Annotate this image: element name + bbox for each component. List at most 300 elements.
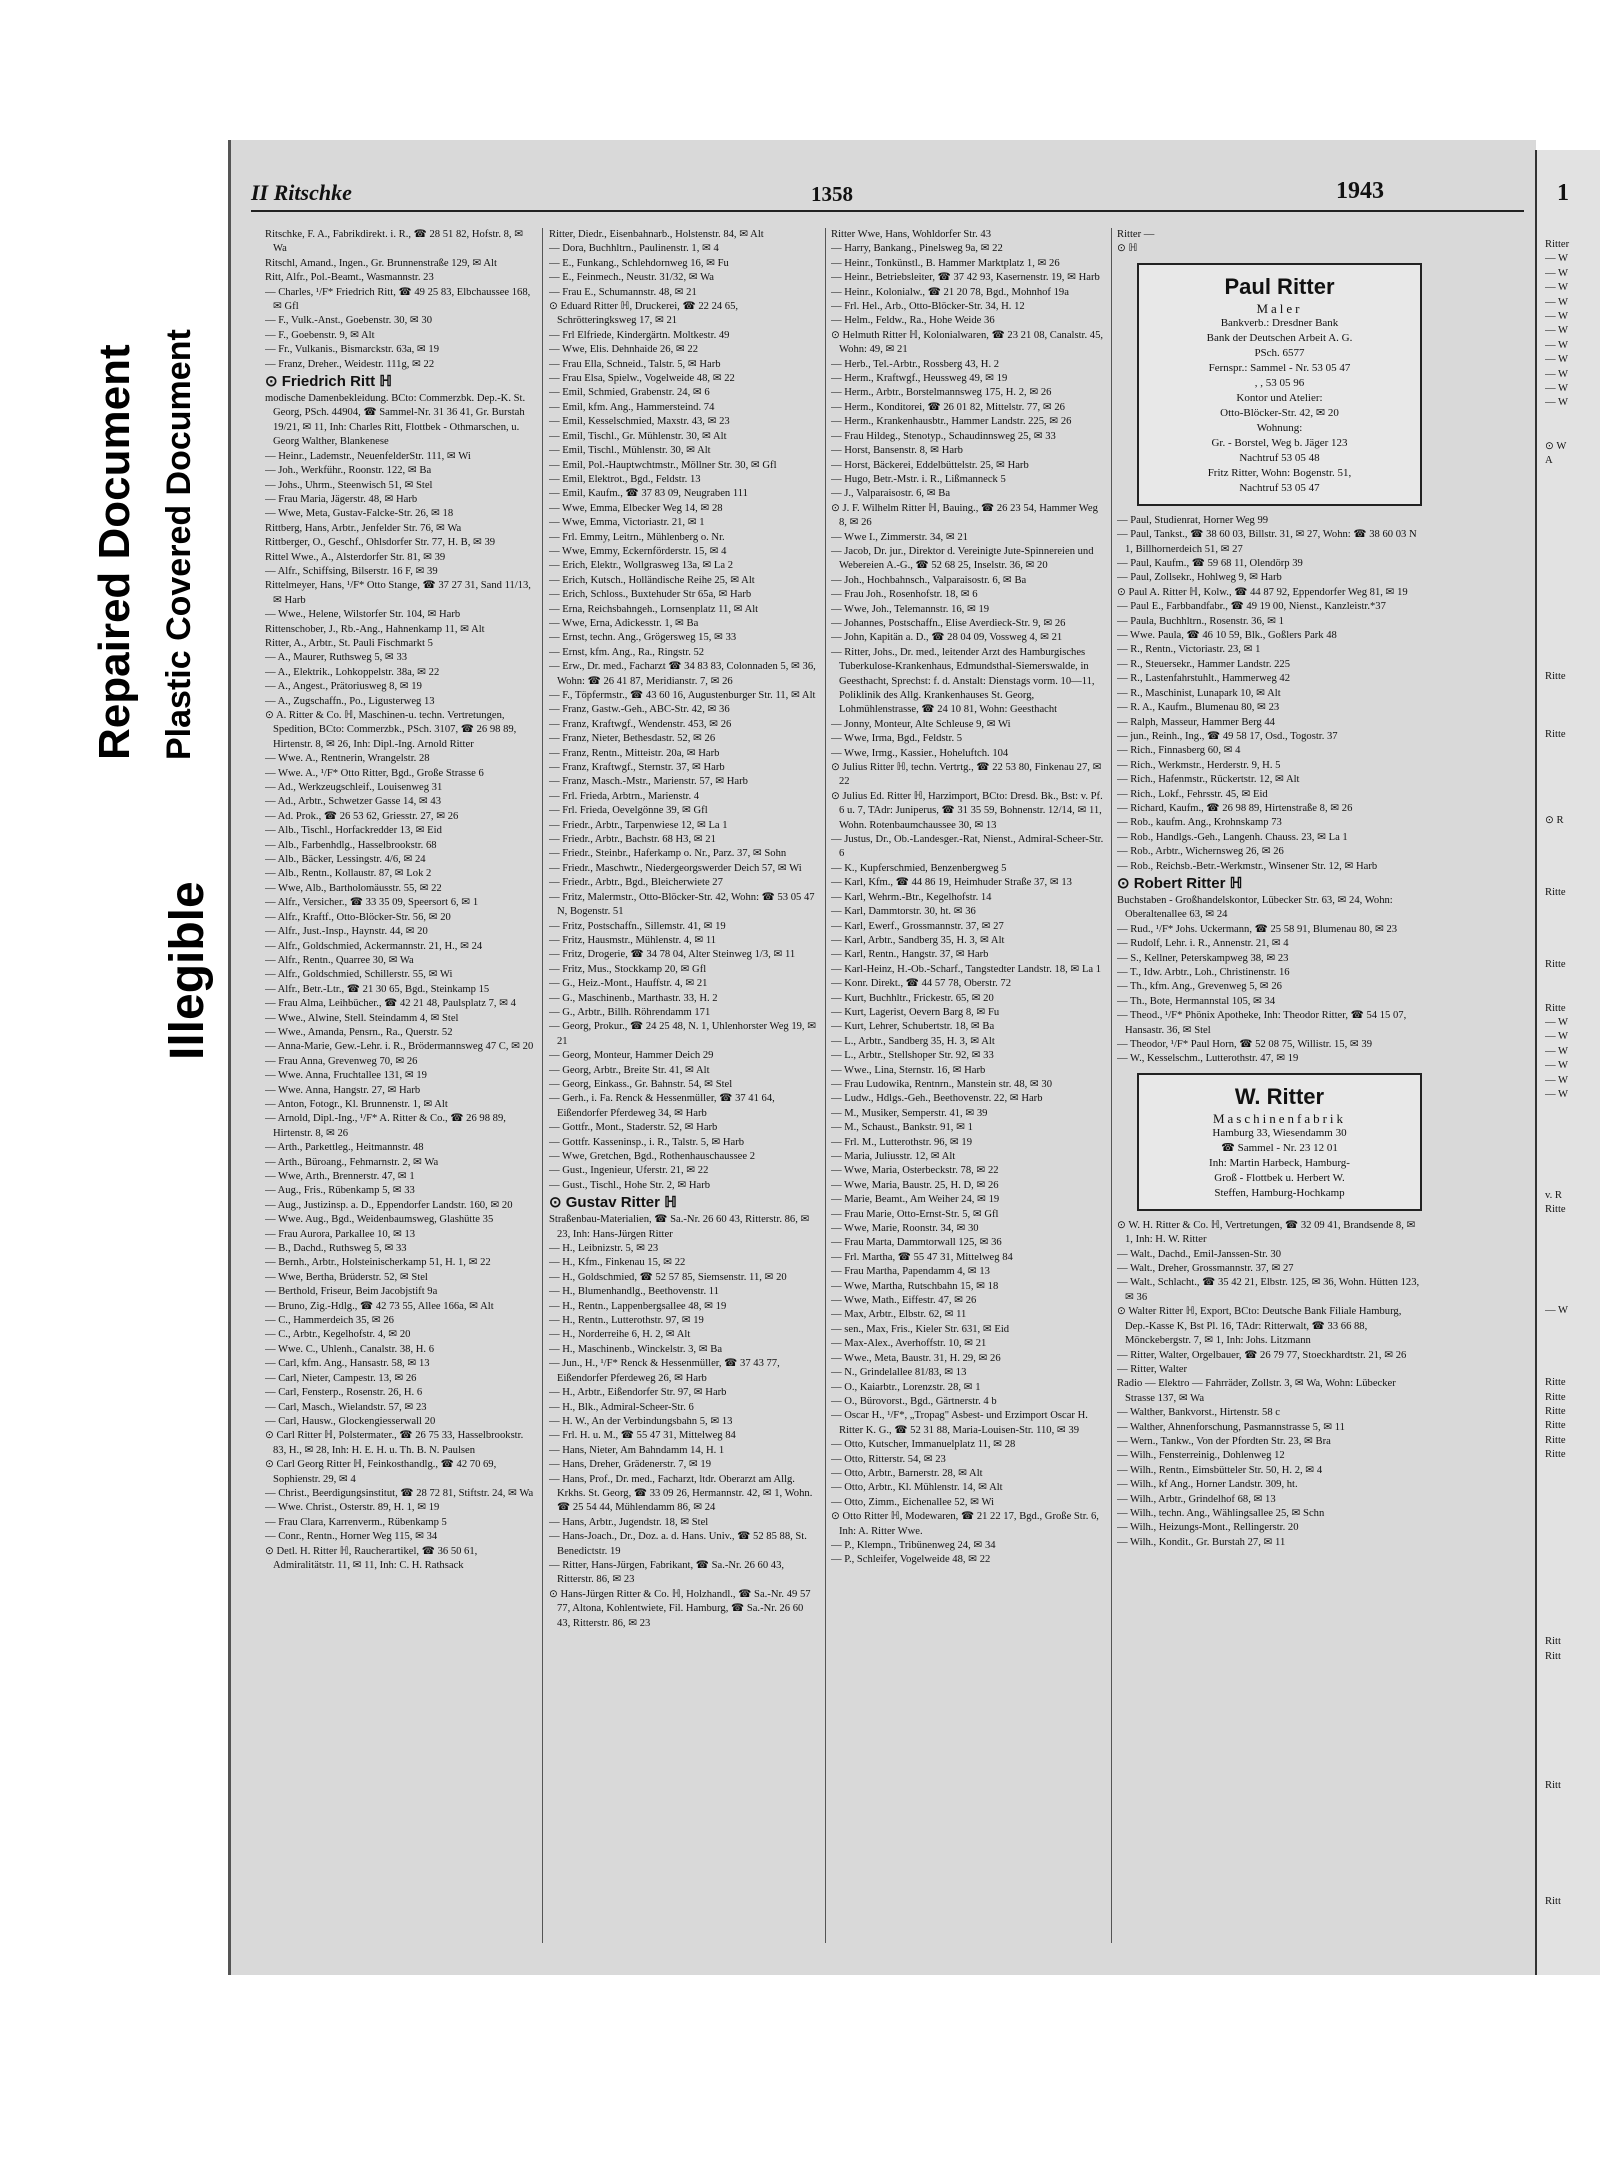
- adjacent-entry: [1545, 469, 1600, 483]
- column-2: [549, 228, 819, 1948]
- adjacent-entry: — W: [1545, 253, 1569, 265]
- page-year: 1943: [1336, 178, 1384, 204]
- directory-entry: — Johs., Uhrm., Steenwisch 51, ✉ Stel: [265, 479, 433, 491]
- directory-entry: — Frl. Hel., Arb., Otto-Blöcker-Str. 34, H. 12: [831, 301, 1025, 313]
- directory-entry: — Charles, ¹/F* Friedrich Ritt, ☎ 49 25 83, Elbchaussee 168, ✉ Gfl: [265, 286, 531, 313]
- directory-entry: Rittelmeyer, Hans, ¹/F* Otto Stange, ☎ 37 27 31, Sand 11/13, ✉ Harb: [265, 580, 531, 606]
- directory-entry: — R., Lastenfahrstuhlt., Hammerweg 42: [1117, 673, 1290, 685]
- directory-entry: ⊙ Julius Ed. Ritter ℍ, Harzimport, BCto: Dresd. Bk., Bst: v. Pf. 6 u. 7, TAdr: Juniperus, ☎ 31 35 59, Bohnenstr. 12/14, ✉ 11, Wohn. Rotenbaumchaussee 30, ✉ 13: [831, 790, 1103, 831]
- directory-entry: — Carl, Masch., Wielandstr. 57, ✉ 23: [265, 1401, 427, 1413]
- directory-entry: — Wwe, Maria, Osterbeckstr. 78, ✉ 22: [831, 1165, 999, 1177]
- directory-entry: ⊙ A. Ritter & Co. ℍ, Maschinen-u. techn. Vertretungen, Spedition, BCto: Commerzbk., PSch. 3107, ☎ 26 98 89, Hirtenstr. 8, ✉ 26, Inh: Dipl.-Ing. Arnold Ritter: [265, 710, 517, 750]
- directory-entry: — Jun., H., ¹/F* Renck & Hessenmüller, ☎ 37 43 77, Eißendorfer Pferdeweg 26, ✉ Harb: [549, 1358, 780, 1384]
- w-ritter-advert: [1137, 1073, 1422, 1211]
- directory-entry: — Wwe. Anna, Fruchtallee 131, ✉ 19: [265, 1070, 427, 1082]
- directory-entry: — Alfr., Kraftf., Otto-Blöcker-Str. 56, ✉ 20: [265, 911, 451, 923]
- adjacent-entry: Ritte: [1545, 728, 1566, 740]
- directory-entry: — Frau Elsa, Spielw., Vogelweide 48, ✉ 22: [549, 373, 735, 385]
- adjacent-entry: [1545, 1246, 1600, 1260]
- directory-entry: — R. A., Kaufm., Blumenau 80, ✉ 23: [1117, 702, 1280, 714]
- directory-entry: — Wwe. A., ¹/F* Otto Ritter, Bgd., Große Strasse 6: [265, 767, 484, 779]
- directory-entry: — Wwe, Arth., Brennerstr. 47, ✉ 1: [265, 1171, 415, 1182]
- directory-entry: — Frau Alma, Leihbücher., ☎ 42 21 48, Paulsplatz 7, ✉ 4: [265, 998, 516, 1010]
- directory-entry: — Karl-Heinz, H.-Ob.-Scharf., Tangstedter Landstr. 18, ✉ La 1: [831, 963, 1102, 975]
- directory-entry: — Anton, Fotogr., Kl. Brunnenstr. 1, ✉ Alt: [265, 1098, 448, 1110]
- directory-entry: — Ritter, Johs., Dr. med., leitender Arzt des Hamburgisches Tuberkulose-Krankenhaus, Edmundsthal-Siemerswalde, in Geesthacht, Sprechst: f. d. Anstalt: Dienstags vorm. 10—11, Poliklinik des Allg. Krankenhauses St. Georg, Lohmühlenstrasse, ☎ 24 10 81, Wohn: Geesthacht: [831, 646, 1095, 716]
- adjacent-entry: — W: [1545, 354, 1569, 366]
- directory-entry: Steffen, Hamburg-Hochkamp: [1214, 1186, 1345, 1199]
- adjacent-entry: ⊙ R: [1545, 815, 1564, 827]
- directory-entry: Gr. - Borstel, Weg b. Jäger 123: [1211, 436, 1348, 449]
- directory-entry: — Wwe. Anna, Hangstr. 27, ✉ Harb: [265, 1084, 421, 1096]
- adjacent-entry: [1545, 541, 1600, 555]
- directory-entry: — Wwe, Irma, Bgd., Feldstr. 5: [831, 733, 963, 745]
- adjacent-entry: [1545, 1117, 1600, 1131]
- directory-entry: — Wwe, Irmg., Kassier., Hoheluftch. 104: [831, 747, 1009, 759]
- directory-entry: — H., Leibnizstr. 5, ✉ 23: [549, 1243, 659, 1255]
- directory-page: [228, 140, 1536, 1975]
- directory-entry: — Rich., Finnasberg 60, ✉ 4: [1117, 745, 1241, 757]
- adjacent-entry: — W: [1545, 1031, 1569, 1043]
- directory-entry: — Franz, Dreher., Weidestr. 111g, ✉ 22: [265, 358, 435, 370]
- directory-entry: — A., Maurer, Ruthsweg 5, ✉ 33: [265, 652, 408, 664]
- directory-entry: — Walt., Schlacht., ☎ 35 42 21, Elbstr. 125, ✉ 36, Wohn. Hütten 123, ✉ 36: [1117, 1277, 1420, 1303]
- directory-entry: ☎ Sammel - Nr. 23 12 01: [1221, 1141, 1338, 1154]
- adjacent-entry: [1545, 569, 1600, 583]
- directory-entry: — Heinr., Tonkünstl., B. Hammer Marktplatz 1, ✉ 26: [831, 257, 1060, 269]
- adjacent-entry: [1545, 1290, 1600, 1304]
- directory-entry: — Theod., ¹/F* Phönix Apotheke, Inh: Theodor Ritter, ☎ 54 15 07, Hansastr. 36, ✉ Stel: [1117, 1010, 1407, 1036]
- directory-entry: — Jonny, Monteur, Alte Schleuse 9, ✉ Wi: [831, 718, 1011, 730]
- directory-entry: ⊙ Eduard Ritter ℍ, Druckerei, ☎ 22 24 65, Schrötteringksweg 17, ✉ 21: [549, 301, 739, 327]
- directory-entry: — Kurt, Lagerist, Oevern Barg 8, ✉ Fu: [831, 1006, 1000, 1018]
- directory-entry: — Rob., Handlgs.-Geh., Langenh. Chauss. 23, ✉ La 1: [1117, 831, 1348, 843]
- directory-entry: — Heinr., Kolonialw., ☎ 21 20 78, Bgd., Mohnhof 19a: [831, 286, 1069, 298]
- adjacent-entry: — W: [1545, 1088, 1569, 1100]
- adjacent-entry: Ritte: [1545, 1204, 1566, 1216]
- adjacent-entry: [1545, 1621, 1600, 1635]
- directory-entry: — Hans-Joach., Dr., Doz. a. d. Hans. Univ., ☎ 52 85 88, St. Benedictstr. 19: [549, 1531, 807, 1557]
- directory-entry: — Frl. Martha, ☎ 55 47 31, Mittelweg 84: [831, 1251, 1013, 1263]
- adjacent-entry: — W: [1545, 311, 1569, 323]
- directory-entry: — Marie, Beamt., Am Weiher 24, ✉ 19: [831, 1194, 1000, 1206]
- directory-entry: — John, Kapitän a. D., ☎ 28 04 09, Vossweg 4, ✉ 21: [831, 632, 1063, 644]
- directory-entry: Radio — Elektro — Fahrräder, Zollstr. 3, ✉ Wa, Wohn: Lübecker Strasse 137, ✉ Wa: [1117, 1378, 1396, 1404]
- adjacent-entry: [1545, 1722, 1600, 1736]
- adjacent-entry: [1545, 1880, 1600, 1894]
- adjacent-entry: Ritt: [1545, 1636, 1561, 1648]
- directory-entry: — Wilh., Arbtr., Grindelhof 68, ✉ 13: [1117, 1493, 1276, 1505]
- directory-entry: — Alfr., Goldschmied, Schillerstr. 55, ✉ Wi: [265, 969, 453, 981]
- directory-entry: — E., Funkang., Schlehdornweg 16, ✉ Fu: [549, 257, 729, 269]
- directory-entry: — Th., Bote, Hermannstal 105, ✉ 34: [1117, 995, 1276, 1007]
- adjacent-entry: [1545, 1174, 1600, 1188]
- directory-entry: — Alb., Tischl., Horfackredder 13, ✉ Eid: [265, 825, 442, 837]
- adjacent-entry: [1545, 1578, 1600, 1592]
- adjacent-entry: [1545, 1563, 1600, 1577]
- adjacent-entry: [1545, 497, 1600, 511]
- directory-entry: Ritter —: [1117, 229, 1155, 240]
- directory-entry: — Heinr., Lademstr., NeuenfelderStr. 111, ✉ Wi: [265, 450, 471, 462]
- adjacent-entry: [1545, 1837, 1600, 1851]
- directory-entry: — Erich, Schloss., Buxtehuder Str 65a, ✉ Harb: [549, 589, 752, 601]
- directory-entry: — Karl, Dammtorstr. 30, ht. ✉ 36: [831, 906, 976, 918]
- directory-entry: — Ritter, Walter: [1117, 1363, 1188, 1375]
- directory-entry: ⊙ Julius Ritter ℍ, techn. Vertrtg., ☎ 22 53 80, Finkenau 27, ✉ 22: [831, 762, 1102, 788]
- directory-entry: — F., Vulk.-Anst., Goebenstr. 30, ✉ 30: [265, 315, 432, 327]
- directory-entry: ⊙ Friedrich Ritt ℍ: [265, 373, 392, 391]
- adjacent-entry: — W: [1545, 282, 1569, 294]
- adjacent-entry: [1545, 915, 1600, 929]
- header-rule: [251, 180, 1524, 212]
- directory-entry: — P., Klempn., Tribünenweg 24, ✉ 34: [831, 1539, 996, 1551]
- directory-entry: — A., Zugschaffn., Po., Ligusterweg 13: [265, 695, 435, 707]
- directory-entry: — Herm., Konditorei, ☎ 26 01 82, Mittelstr. 77, ✉ 26: [831, 401, 1065, 413]
- directory-entry: Hamburg 33, Wiesendamm 30: [1212, 1126, 1347, 1139]
- directory-entry: Buchstaben - Großhandelskontor, Lübecker Str. 63, ✉ 24, Wohn: Oberaltenallee 63, ✉ 24: [1117, 894, 1393, 921]
- directory-entry: — Theodor, ¹/F* Paul Horn, ☎ 52 08 75, Willistr. 15, ✉ 39: [1117, 1039, 1373, 1051]
- adjacent-entry: Ritte: [1545, 1449, 1566, 1461]
- adjacent-entry: [1545, 930, 1600, 944]
- directory-entry: — Friedr., Maschwtr., Niedergeorgswerder Deich 57, ✉ Wi: [549, 862, 802, 874]
- directory-entry: — Wilh., techn. Ang., Wählingsallee 25, ✉ Schn: [1117, 1507, 1325, 1519]
- directory-entry: — Wwe, Martha, Rutschbahn 15, ✉ 18: [831, 1280, 999, 1292]
- directory-entry: — Alfr., Betr.-Ltr., ☎ 21 30 65, Bgd., Steinkamp 15: [265, 983, 490, 995]
- directory-entry: ⊙ Gustav Ritter ℍ: [549, 1194, 677, 1212]
- directory-entry: Rittenschober, J., Rb.-Ang., Hahnenkamp 11, ✉ Alt: [265, 623, 485, 635]
- adjacent-entry: — W: [1545, 383, 1569, 395]
- directory-entry: — Paul, Studienrat, Horner Weg 99: [1117, 514, 1269, 526]
- directory-entry: — J., Valparaisostr. 6, ✉ Ba: [831, 488, 951, 500]
- adjacent-entry: Ritt: [1545, 1895, 1561, 1907]
- directory-entry: — Franz, Gastw.-Geh., ABC-Str. 42, ✉ 36: [549, 704, 730, 716]
- directory-entry: — Wwe. Aug., Bgd., Weidenbaumsweg, Glashütte 35: [265, 1214, 494, 1226]
- directory-entry: — R., Maschinist, Lunapark 10, ✉ Alt: [1117, 687, 1281, 699]
- directory-entry: — Carl, Nieter, Campestr. 13, ✉ 26: [265, 1372, 417, 1384]
- directory-entry: — Emil, Schmied, Grabenstr. 24, ✉ 6: [549, 387, 710, 399]
- directory-entry: — Justus, Dr., Ob.-Landesger.-Rat, Nienst., Admiral-Scheer-Str. 6: [831, 834, 1104, 860]
- directory-entry: — Hans, Prof., Dr. med., Facharzt, ltdr. Oberarzt am Allg. Krkhs. St. Georg, ☎ 33 09 26, Hermannstr. 42, ✉ 1, Wohn. ☎ 25 54 44, Mühlendamm 86, ✉ 24: [549, 1473, 813, 1514]
- adjacent-page-number: 1: [1557, 180, 1569, 206]
- adjacent-entry: [1545, 713, 1600, 727]
- adjacent-entry: [1545, 627, 1600, 641]
- directory-entry: — Arth., Parkettleg., Heitmannstr. 48: [265, 1142, 424, 1154]
- directory-entry: — Rob., kaufm. Ang., Krohnskamp 73: [1117, 817, 1282, 829]
- directory-entry: — Wwe., Amanda, Pensrn., Ra., Querstr. 52: [265, 1026, 453, 1038]
- directory-entry: — Wwe, Elis. Dehnhaide 26, ✉ 22: [549, 344, 699, 356]
- adjacent-entry: [1545, 512, 1600, 526]
- directory-entry: — sen., Max, Fris., Kieler Str. 631, ✉ Eid: [831, 1323, 1010, 1335]
- directory-entry: — B., Dachd., Ruthsweg 5, ✉ 33: [265, 1243, 407, 1255]
- directory-entry: — Erich, Kutsch., Holländische Reihe 25, ✉ Alt: [549, 574, 755, 586]
- directory-entry: — Wwe., Lina, Sternstr. 16, ✉ Harb: [831, 1064, 986, 1076]
- directory-entry: — Wwe, Maria, Baustr. 25, H. D, ✉ 26: [831, 1179, 999, 1191]
- directory-entry: — F., Goebenstr. 9, ✉ Alt: [265, 329, 375, 341]
- directory-entry: Ritt, Alfr., Pol.-Beamt., Wasmannstr. 23: [265, 272, 434, 284]
- directory-entry: — Fritz, Drogerie, ☎ 34 78 04, Alter Steinweg 1/3, ✉ 11: [549, 949, 796, 961]
- adjacent-entry: — W: [1545, 1305, 1569, 1317]
- directory-entry: — Georg, Monteur, Hammer Deich 29: [549, 1050, 714, 1062]
- directory-entry: Bankverb.: Dresdner Bank: [1220, 316, 1339, 329]
- adjacent-entry: — W: [1545, 296, 1569, 308]
- directory-entry: — Karl, Wehrm.-Btr., Kegelhofstr. 14: [831, 891, 992, 903]
- directory-entry: — M., Schaust., Bankstr. 91, ✉ 1: [831, 1122, 973, 1134]
- directory-entry: — O., Kaiarbtr., Lorenzstr. 28, ✉ 1: [831, 1381, 981, 1393]
- directory-entry: — Gottfr., Mont., Staderstr. 52, ✉ Harb: [549, 1122, 718, 1134]
- directory-entry: — Erich, Elektr., Wollgrasweg 13a, ✉ La 2: [549, 560, 734, 572]
- directory-entry: — Heinr., Betriebsleiter, ☎ 37 42 93, Kasernenstr. 19, ✉ Harb: [831, 272, 1100, 284]
- adjacent-entry: [1545, 785, 1600, 799]
- directory-entry: Ritschke, F. A., Fabrikdirekt. i. R., ☎ 28 51 82, Hofstr. 8, ✉ Wa: [265, 229, 524, 255]
- directory-entry: — Otto, Arbtr., Barnerstr. 28, ✉ Alt: [831, 1467, 983, 1479]
- column-1: [265, 228, 537, 1948]
- directory-entry: — Frau Ella, Schneid., Talstr. 5, ✉ Harb: [549, 358, 721, 370]
- adjacent-entry: [1545, 1506, 1600, 1520]
- adjacent-entry: [1545, 1607, 1600, 1621]
- directory-entry: — Ritter, Hans-Jürgen, Fabrikant, ☎ Sa.-Nr. 26 60 43, Ritterstr. 86, ✉ 23: [549, 1559, 785, 1586]
- directory-entry: — H., Maschinenb., Winckelstr. 3, ✉ Ba: [549, 1343, 723, 1355]
- adjacent-entry: [1545, 1146, 1600, 1160]
- adjacent-entry: [1545, 641, 1600, 655]
- directory-entry: — S., Kellner, Peterskampweg 38, ✉ 23: [1117, 952, 1289, 964]
- directory-entry: — Max, Arbtr., Elbstr. 62, ✉ 11: [831, 1309, 967, 1321]
- advert-title: W. Ritter: [1234, 1083, 1325, 1109]
- directory-entry: — H. W., An der Verbindungsbahn 5, ✉ 13: [549, 1415, 733, 1427]
- directory-entry: — Wilh., kf Ang., Horner Landstr. 309, ht.: [1117, 1479, 1298, 1491]
- directory-entry: — Frl. H. u. M., ☎ 55 47 31, Mittelweg 84: [549, 1430, 736, 1442]
- directory-entry: — Wwe, Joh., Telemannstr. 16, ✉ 19: [831, 603, 990, 615]
- directory-entry: — Walther, Bankvorst., Hirtenstr. 58 c: [1117, 1407, 1280, 1419]
- directory-entry: — Ad. Prok., ☎ 26 53 62, Griesstr. 27, ✉ 26: [265, 810, 459, 822]
- directory-entry: Wohnung:: [1256, 421, 1303, 434]
- directory-entry: — Bruno, Zig.-Hdlg., ☎ 42 73 55, Allee 166a, ✉ Alt: [265, 1300, 494, 1312]
- adjacent-entry: Ritte: [1545, 671, 1566, 683]
- directory-entry: — Helm., Feldw., Ra., Hohe Weide 36: [831, 315, 995, 327]
- adjacent-entry: [1545, 872, 1600, 886]
- directory-entry: — Franz, Kraftwgf., Wendenstr. 453, ✉ 26: [549, 718, 732, 730]
- directory-entry: — Franz, Nieter, Bethesdastr. 52, ✉ 26: [549, 733, 716, 745]
- directory-entry: Ritter, A., Arbtr., St. Pauli Fischmarkt 5: [265, 637, 433, 649]
- directory-entry: — Wwe., Meta, Baustr. 31, H. 29, ✉ 26: [831, 1352, 1001, 1364]
- directory-entry: ⊙ Hans-Jürgen Ritter & Co. ℍ, Holzhandl., ☎ Sa.-Nr. 49 57 77, Altona, Kohlentwiete, Fil. Hamburg, ☎ Sa.-Nr. 26 60 43, Ritterstr. 86, ✉ 23: [549, 1588, 811, 1629]
- directory-entry: — Emil, Kesselschmied, Maxstr. 43, ✉ 23: [549, 416, 730, 428]
- directory-entry: — Kurt, Lehrer, Schubertstr. 18, ✉ Ba: [831, 1021, 995, 1033]
- directory-entry: — Joh., Werkführ., Roonstr. 122, ✉ Ba: [265, 465, 432, 477]
- adjacent-entry: [1545, 901, 1600, 915]
- directory-entry: — Ernst, techn. Ang., Grögersweg 15, ✉ 33: [549, 632, 737, 644]
- adjacent-entry: Ritt: [1545, 1780, 1561, 1792]
- directory-entry: — Emil, Elektrot., Bgd., Feldstr. 13: [549, 473, 701, 485]
- repaired-document-label: Repaired Document: [90, 344, 139, 760]
- directory-entry: — Arth., Büroang., Fehmarnstr. 2, ✉ Wa: [265, 1156, 439, 1168]
- adjacent-entry: [1545, 1491, 1600, 1505]
- directory-entry: — Fritz, Mus., Stockkamp 20, ✉ Gfl: [549, 963, 707, 975]
- directory-entry: — Wwe, Math., Eiffestr. 47, ✉ 26: [831, 1295, 977, 1307]
- adjacent-entry: v. R: [1545, 1189, 1562, 1201]
- adjacent-entry: [1545, 973, 1600, 987]
- directory-entry: — Rob., Arbtr., Wichernsweg 26, ✉ 26: [1117, 846, 1284, 858]
- directory-entry: — Frau Martha, Papendamm 4, ✉ 13: [831, 1266, 990, 1278]
- adjacent-entry: — W: [1545, 325, 1569, 337]
- directory-entry: — Wwe. Paula, ☎ 46 10 59, Blk., Goßlers Park 48: [1117, 630, 1337, 642]
- adjacent-entry: [1545, 1477, 1600, 1491]
- directory-entry: — Th., kfm. Ang., Grevenweg 5, ✉ 26: [1117, 981, 1282, 993]
- directory-entry: Ritschl, Amand., Ingen., Gr. Brunnenstraße 129, ✉ Alt: [265, 257, 497, 269]
- directory-entry: — Paula, Buchhltrn., Rosenstr. 36, ✉ 1: [1117, 615, 1284, 627]
- adjacent-entry: Ritte: [1545, 1420, 1566, 1432]
- column-divider: [542, 228, 543, 1943]
- illegible-label: Illegible: [161, 881, 214, 1060]
- adjacent-page-column: [1545, 238, 1600, 1938]
- column-divider: [1111, 228, 1112, 1943]
- directory-entry: — Fritz, Hausmstr., Mühlenstr. 4, ✉ 11: [549, 934, 717, 946]
- adjacent-entry: [1545, 1852, 1600, 1866]
- directory-entry: — Friedr., Arbtr., Tarpenwiese 12, ✉ La 1: [549, 819, 728, 831]
- directory-entry: — Herm., Krankenhausbtr., Hammer Landstr. 225, ✉ 26: [831, 416, 1072, 428]
- directory-entry: — Wwe, Meta, Gustav-Falcke-Str. 26, ✉ 18: [265, 508, 454, 520]
- adjacent-entry: [1545, 584, 1600, 598]
- directory-entry: — Ernst, kfm. Ang., Ra., Ringstr. 52: [549, 646, 705, 658]
- directory-entry: — Max-Alex., Averhoffstr. 10, ✉ 21: [831, 1338, 987, 1350]
- adjacent-entry: [1545, 1808, 1600, 1822]
- directory-entry: — Horst, Bäckerei, Eddelbüttelstr. 25, ✉ Harb: [831, 459, 1029, 471]
- directory-entry: — Paul, Zollsekr., Hohlweg 9, ✉ Harb: [1117, 572, 1282, 584]
- directory-entry: — Wwe, Gretchen, Bgd., Rothenhauschaussee 2: [549, 1151, 756, 1162]
- adjacent-entry: [1545, 1463, 1600, 1477]
- directory-entry: — Carl, kfm. Ang., Hansastr. 58, ✉ 13: [265, 1358, 430, 1370]
- adjacent-entry: Ritte: [1545, 1377, 1566, 1389]
- directory-entry: Ritter, Diedr., Eisenbahnarb., Holstenstr. 84, ✉ Alt: [549, 229, 764, 240]
- column-4: [1117, 228, 1422, 1948]
- directory-entry: — Wwe. A., Rentnerin, Wrangelstr. 28: [265, 753, 430, 765]
- directory-entry: — Herm., Arbtr., Borstelmannsweg 175, H. 2, ✉ 26: [831, 387, 1052, 399]
- directory-entry: — Frau Joh., Rosenhofstr. 18, ✉ 6: [831, 589, 978, 601]
- directory-entry: — Frl. M., Lutterothstr. 96, ✉ 19: [831, 1136, 973, 1148]
- directory-entry: — Frau Aurora, Parkallee 10, ✉ 13: [265, 1228, 416, 1240]
- advert-title: Paul Ritter: [1224, 273, 1335, 299]
- directory-entry: — Frau Ludowika, Rentnrn., Manstein str. 48, ✉ 30: [831, 1078, 1053, 1090]
- directory-entry: — Karl, Rentn., Hangstr. 37, ✉ Harb: [831, 949, 989, 961]
- adjacent-entry: [1545, 1707, 1600, 1721]
- directory-entry: Fernspr.: Sammel - Nr. 53 05 47: [1208, 361, 1351, 374]
- adjacent-entry: [1545, 1160, 1600, 1174]
- adjacent-entry: [1545, 757, 1600, 771]
- directory-entry: — H., Norderreihe 6, H. 2, ✉ Alt: [549, 1329, 691, 1341]
- directory-entry: — Fritz, Postschaffn., Sillemstr. 41, ✉ 19: [549, 920, 726, 932]
- adjacent-entry: [1545, 1535, 1600, 1549]
- directory-entry: — G., Maschinenb., Marthastr. 33, H. 2: [549, 992, 718, 1004]
- directory-entry: ⊙ ℍ: [1117, 243, 1138, 255]
- directory-entry: — Kurt, Buchhltr., Frickestr. 65, ✉ 20: [831, 992, 994, 1004]
- adjacent-entry: — W: [1545, 1060, 1569, 1072]
- directory-entry: — Gottfr. Kasseninsp., i. R., Talstr. 5, ✉ Harb: [549, 1136, 745, 1148]
- directory-entry: — Jacob, Dr. jur., Direktor d. Vereinigte Jute-Spinnereien und Webereien A.-G., ☎ 52 68 25, Inselstr. 36, ✉ 20: [831, 545, 1094, 572]
- directory-entry: — Alb., Bäcker, Lessingstr. 4/6, ✉ 24: [265, 854, 426, 866]
- directory-entry: — Friedr., Arbtr., Bgd., Bleicherwiete 27: [549, 877, 723, 889]
- adjacent-entry: [1545, 526, 1600, 540]
- directory-entry: — Paul E., Farbbandfabr., ☎ 49 19 00, Nienst., Kanzleistr.*37: [1117, 601, 1386, 613]
- directory-entry: — Wwe., Alwine, Stell. Steindamm 4, ✉ Stel: [265, 1012, 459, 1024]
- directory-entry: ⊙ Detl. H. Ritter ℍ, Raucherartikel, ☎ 36 50 61, Admiralitätstr. 11, ✉ 11, Inh: C. H. Rathsack: [265, 1545, 478, 1571]
- directory-entry: — Christ., Beerdigungsinstitut, ☎ 28 72 81, Stiftstr. 24, ✉ Wa: [265, 1487, 534, 1499]
- directory-entry: — Bernh., Arbtr., Holsteinischerkamp 51, H. 1, ✉ 22: [265, 1257, 491, 1269]
- directory-entry: ⊙ Carl Georg Ritter ℍ, Feinkosthandlg., ☎ 42 70 69, Sophienstr. 29, ✉ 4: [265, 1459, 497, 1485]
- advert-subtitle: Maler: [1256, 300, 1303, 316]
- directory-entry: — jun., Reinh., Ing., ☎ 49 58 17, Osd., Togostr. 37: [1117, 730, 1338, 742]
- directory-entry: — H., Blumenhandlg., Beethovenstr. 11: [549, 1286, 719, 1298]
- directory-entry: — Ludw., Hdlgs.-Geh., Beethovenstr. 22, ✉ Harb: [831, 1093, 1043, 1105]
- directory-entry: — L., Arbtr., Stellshoper Str. 92, ✉ 33: [831, 1050, 994, 1062]
- directory-entry: — Emil, Tischl., Gr. Mühlenstr. 30, ✉ Alt: [549, 430, 727, 442]
- directory-entry: — Friedr., Steinbr., Haferkamp o. Nr., Parz. 37, ✉ Sohn: [549, 848, 787, 860]
- directory-entry: — Georg, Einkass., Gr. Bahnstr. 54, ✉ Stel: [549, 1078, 733, 1090]
- directory-entry: — Maria, Juliusstr. 12, ✉ Alt: [831, 1151, 956, 1162]
- directory-entry: — Joh., Hochbahnsch., Valparaisostr. 6, ✉ Ba: [831, 574, 1027, 586]
- directory-entry: — Berthold, Friseur, Beim Jacobjstift 9a: [265, 1286, 438, 1298]
- adjacent-entry: [1545, 1736, 1600, 1750]
- directory-entry: — Wwe, Alb., Bartholomäusstr. 55, ✉ 22: [265, 882, 442, 894]
- adjacent-entry: [1545, 1362, 1600, 1376]
- adjacent-entry: [1545, 699, 1600, 713]
- directory-entry: — Wwe. Christ., Osterstr. 89, H. 1, ✉ 19: [265, 1502, 440, 1514]
- directory-entry: — Walt., Dachd., Emil-Janssen-Str. 30: [1117, 1248, 1282, 1260]
- adjacent-entry: [1545, 1318, 1600, 1332]
- directory-entry: — Ritter, Walter, Orgelbauer, ☎ 26 79 77, Stoeckhardtstr. 21, ✉ 26: [1117, 1349, 1407, 1361]
- directory-entry: — Franz, Rentn., Mitteistr. 20a, ✉ Harb: [549, 747, 720, 759]
- directory-entry: — Erw., Dr. med., Facharzt ☎ 34 83 83, Colonnaden 5, ✉ 36, Wohn: ☎ 26 41 87, Meridianstr. 7, ✉ 26: [549, 661, 816, 687]
- adjacent-entry: [1545, 857, 1600, 871]
- adjacent-entry: [1545, 1333, 1600, 1347]
- adjacent-entry: [1545, 1823, 1600, 1837]
- adjacent-entry: [1545, 1794, 1600, 1808]
- directory-entry: — Gust., Tischl., Hohe Str. 2, ✉ Harb: [549, 1179, 711, 1191]
- directory-entry: PSch. 6577: [1254, 346, 1305, 359]
- directory-entry: ⊙ W. H. Ritter & Co. ℍ, Vertretungen, ☎ 32 09 41, Brandsende 8, ✉ 1, Inh: H. W. Ritter: [1117, 1219, 1416, 1246]
- adjacent-entry: [1545, 1592, 1600, 1606]
- directory-entry: — Walt., Dreher, Grossmannstr. 37, ✉ 27: [1117, 1263, 1294, 1275]
- directory-entry: — H., Rentn., Lutterothstr. 97, ✉ 19: [549, 1315, 704, 1327]
- directory-entry: — Wwe, Emmy, Eckernförderstr. 15, ✉ 4: [549, 545, 727, 557]
- adjacent-entry: [1545, 987, 1600, 1001]
- directory-entry: — Carl, Fensterp., Rosenstr. 26, H. 6: [265, 1387, 423, 1399]
- adjacent-entry: [1545, 1102, 1600, 1116]
- adjacent-entry: [1545, 1765, 1600, 1779]
- adjacent-entry: Ritte: [1545, 1002, 1566, 1014]
- adjacent-entry: Ritte: [1545, 959, 1566, 971]
- directory-entry: — Konr. Direkt., ☎ 44 57 78, Oberstr. 72: [831, 978, 1012, 990]
- adjacent-entry: [1545, 1218, 1600, 1232]
- directory-entry: — Karl, Ewerf., Grossmannstr. 37, ✉ 27: [831, 920, 1004, 932]
- directory-entry: — Frl. Emmy, Leitrn., Mühlenberg o. Nr.: [549, 531, 725, 543]
- adjacent-entry: ⊙ W: [1545, 440, 1567, 452]
- directory-entry: — Anna-Marie, Gew.-Lehr. i. R., Brödermannsweg 47 C, ✉ 20: [265, 1041, 534, 1053]
- directory-entry: — Richard, Kaufm., ☎ 26 98 89, Hirtenstraße 8, ✉ 26: [1117, 802, 1353, 814]
- directory-entry: — Wwe, Emma, Elbecker Weg 14, ✉ 28: [549, 502, 723, 514]
- directory-entry: — Rob., Reichsb.-Betr.-Werkmstr., Winsener Str. 12, ✉ Harb: [1117, 860, 1378, 872]
- adjacent-entry: [1545, 1261, 1600, 1275]
- directory-entry: — O., Bürovorst., Bgd., Gärtnerstr. 4 b: [831, 1395, 997, 1407]
- directory-entry: — Rich., Werkmstr., Herderstr. 9, H. 5: [1117, 759, 1281, 771]
- directory-entry: — Frau Marta, Dammtorwall 125, ✉ 36: [831, 1237, 1002, 1249]
- adjacent-entry: [1545, 1520, 1600, 1534]
- adjacent-entry: [1545, 1232, 1600, 1246]
- directory-entry: — Emil, Kaufm., ☎ 37 83 09, Neugraben 111: [549, 488, 748, 500]
- directory-entry: — N., Grindelallee 81/83, ✉ 13: [831, 1367, 967, 1379]
- column-3: [831, 228, 1104, 1948]
- directory-entry: — Georg, Prokur., ☎ 24 25 48, N. 1, Uhlenhorster Weg 19, ✉ 21: [549, 1021, 817, 1047]
- directory-entry: — Hugo, Betr.-Mstr. i. R., Lißmanneck 5: [831, 473, 1006, 485]
- adjacent-entry: [1545, 555, 1600, 569]
